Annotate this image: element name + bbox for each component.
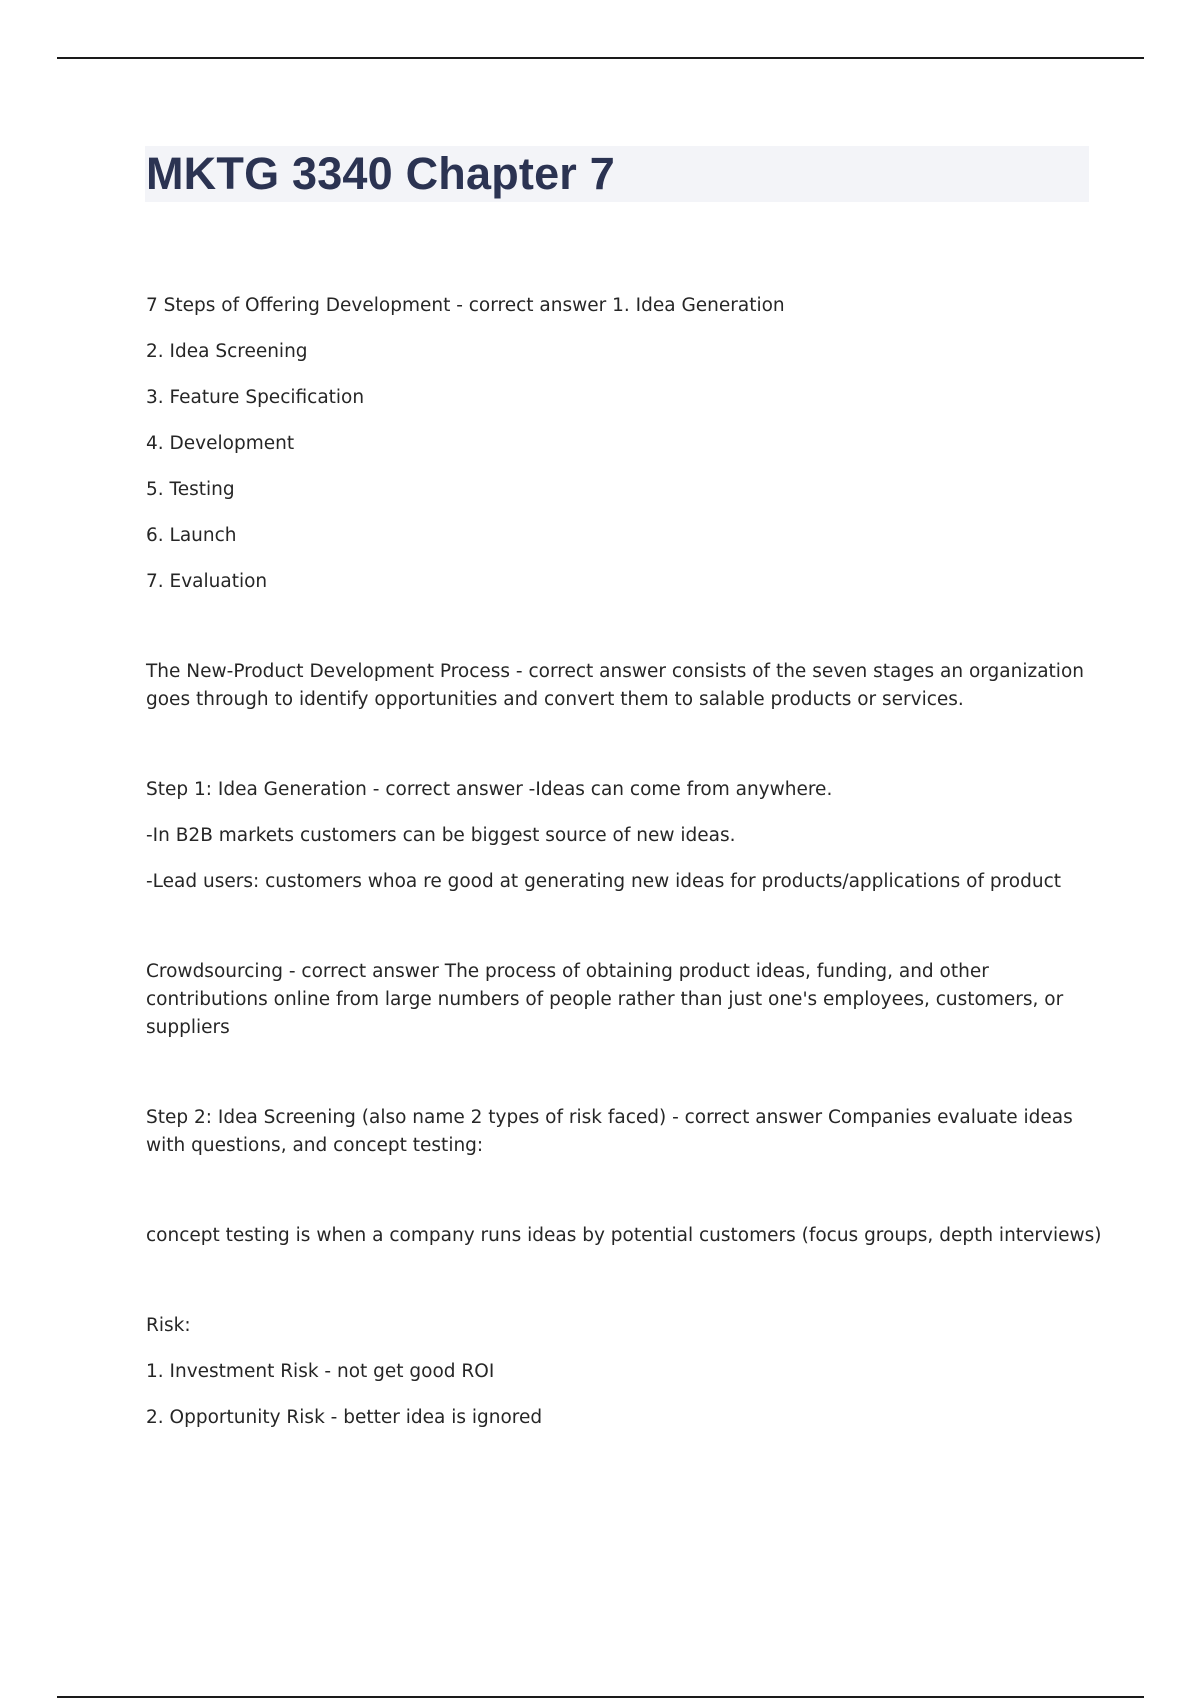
step-item: 5. Testing bbox=[146, 479, 235, 500]
risk-item: 1. Investment Risk - not get good ROI bbox=[146, 1361, 495, 1382]
risk-label: Risk: bbox=[146, 1315, 191, 1336]
step-item: 2. Idea Screening bbox=[146, 341, 308, 362]
section-gap bbox=[146, 1268, 1096, 1312]
document-title: MKTG 3340 Chapter 7 bbox=[146, 148, 615, 199]
document-body bbox=[146, 292, 1102, 1450]
step2-heading: Step 2: Idea Screening (also name 2 types of risk faced) - correct answer Companies evaluate ideas with questions, and concept testing: bbox=[146, 1107, 1073, 1156]
step1-point: -Lead users: customers whoa re good at generating new ideas for products/applications of product bbox=[146, 871, 1062, 892]
section-gap bbox=[146, 1060, 1096, 1104]
crowdsourcing-definition: Crowdsourcing - correct answer The process of obtaining product ideas, funding, and other contributions online from large numbers of people rather than just one's employees, customers, or suppliers bbox=[146, 961, 1064, 1038]
step1-heading: Step 1: Idea Generation - correct answer -Ideas can come from anywhere. bbox=[146, 779, 833, 800]
risk-item: 2. Opportunity Risk - better idea is ignored bbox=[146, 1407, 543, 1428]
step-item: 6. Launch bbox=[146, 525, 237, 546]
bottom-rule bbox=[57, 1696, 1144, 1698]
section-gap bbox=[146, 732, 1096, 776]
step-item: 7. Evaluation bbox=[146, 571, 268, 592]
step-item: 4. Development bbox=[146, 433, 295, 454]
section-gap bbox=[146, 1178, 1096, 1222]
section-gap bbox=[146, 614, 1096, 658]
step1-point: -In B2B markets customers can be biggest source of new ideas. bbox=[146, 825, 736, 846]
concept-testing-note: concept testing is when a company runs ideas by potential customers (focus groups, depth interviews) bbox=[146, 1225, 1102, 1246]
top-rule bbox=[57, 57, 1144, 59]
step-item: 3. Feature Specification bbox=[146, 387, 365, 408]
npd-process-definition: The New-Product Development Process - correct answer consists of the seven stages an organization goes through to identify opportunities and convert them to salable products or services. bbox=[146, 661, 1084, 710]
steps-intro: 7 Steps of Offering Development - correct answer 1. Idea Generation bbox=[146, 295, 785, 316]
section-gap bbox=[146, 914, 1096, 958]
